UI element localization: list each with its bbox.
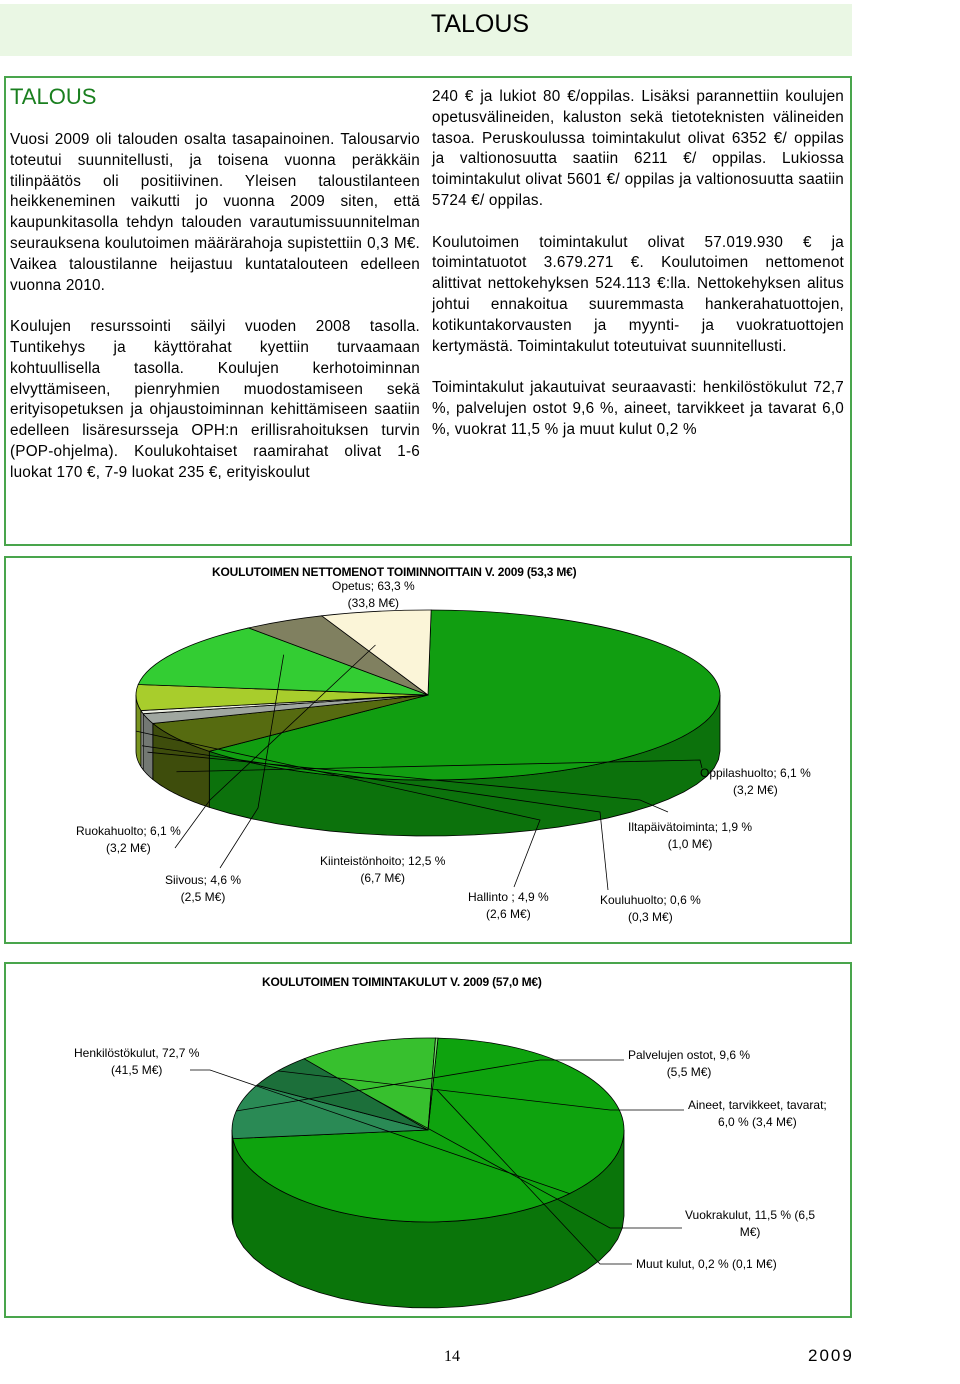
- chart2-label-palvelujen-ostot-line2: (5,5 M€): [666, 1065, 712, 1079]
- chart1-label-iltapaivatoiminta-line1: Iltapäivätoiminta; 1,9 %: [628, 820, 753, 834]
- chart1-label-opetus-line1: Opetus; 63,3 %: [332, 579, 415, 593]
- chart1-label-kiinteistonhoito-line1: Kiinteistönhoito; 12,5 %: [320, 854, 446, 868]
- chart2-label-henkilostokulut-line1: Henkilöstökulut, 72,7 %: [74, 1046, 200, 1060]
- chart1-label-oppilashuolto-line1: Oppilashuolto; 6,1 %: [700, 766, 811, 780]
- chart1-label-siivous-line1: Siivous; 4,6 %: [165, 873, 242, 887]
- chart1-label-oppilashuolto-line2: (3,2 M€): [733, 783, 778, 797]
- chart2-label-muut-kulut: [636, 1256, 777, 1273]
- chart1-label-hallinto-line1: Hallinto ; 4,9 %: [468, 890, 549, 904]
- chart2-label-muut-kulut-line1: Muut kulut, 0,2 % (0,1 M€): [636, 1257, 777, 1271]
- section-title: TALOUS: [10, 84, 97, 109]
- chart1-label-ruokahuolto-line2: (3,2 M€): [106, 841, 151, 855]
- chart2-label-vuokrakulut-line1: Vuokrakulut, 11,5 % (6,5: [685, 1208, 816, 1222]
- chart2-title: KOULUTOIMEN TOIMINTAKULUT V. 2009 (57,0 M€): [262, 975, 542, 989]
- chart2-label-henkilostokulut: [74, 1045, 199, 1079]
- chart2-label-vuokrakulut: [685, 1207, 815, 1241]
- page-header-title: TALOUS: [430, 10, 530, 38]
- left-paragraph-1: Vuosi 2009 oli talouden osalta tasapainoinen. Talousarvio toteutui suunnitellusti, ja toisena vuonna peräkkäin tilinpäätös oli positiivinen. Yleisen taloustilanteen heikkeneminen vaikutti jo vuonna 2009 siten, että kaupunkitasolla tehdyn talouden varautumissuunnitelman seurauksena koulutoimen määrärahoja supistettiin 0,3 M€. Vaikea taloustilanne heijastuu kuntatalouteen edelleen vuonna 2010.: [10, 131, 420, 294]
- chart2-label-aineet-line2: 6,0 % (3,4 M€): [718, 1115, 797, 1129]
- chart2-label-henkilostokulut-line2: (41,5 M€): [111, 1063, 163, 1077]
- chart1-title: KOULUTOIMEN NETTOMENOT TOIMINNOITTAIN V. 2009 (53,3 M€): [212, 565, 577, 579]
- right-paragraph-3: Toimintakulut jakautuivat seuraavasti: henkilöstökulut 72,7 %, palvelujen ostot 9,6 %, aineet, tarvikkeet ja tavarat 6,0 %, vuokrat 11,5 % ja muut kulut 0,2 %: [432, 379, 844, 438]
- footer-year: 2009: [808, 1346, 854, 1365]
- chart1-label-kouluhuolto-line1: Kouluhuolto; 0,6 %: [600, 893, 701, 907]
- chart1-label-opetus-line2: (33,8 M€): [347, 596, 400, 610]
- right-paragraph-1: 240 € ja lukiot 80 €/oppilas. Lisäksi parannettiin koulujen opetusvälineiden, kaluston sekä tietoteknisten välineiden tasoa. Peruskoulussa toimintakulut olivat 6352 €/ oppilas ja valtionosuutta saatiin 6211 €/ oppilas. Lukiossa toimintakulut olivat 5601 €/ oppilas ja valtionosuutta saatiin 5724 €/ oppilas.: [432, 88, 844, 209]
- chart2-label-palvelujen-ostot-line1: Palvelujen ostot, 9,6 %: [628, 1048, 751, 1062]
- chart2-label-vuokrakulut-line2: M€): [739, 1225, 761, 1239]
- right-paragraph-2: Koulutoimen toimintakulut olivat 57.019.930 € ja toimintatuotot 3.679.271 €. Koulutoimen nettomenot alittivat nettokehyksen 524.113 €:lla. Nettokehyksen alitus johtui ennakoitua suuremmasta hankerahatuottojen, kotikuntakorvausten ja myynti- ja vuokratuottojen kertymästä. Toimintakulut toteutuivat suunnitellusti.: [432, 233, 844, 355]
- chart1-label-kouluhuolto-line2: (0,3 M€): [628, 910, 673, 924]
- chart2-label-palvelujen-ostot: [628, 1047, 750, 1081]
- chart1-label-siivous-line2: (2,5 M€): [180, 890, 226, 904]
- left-paragraph-2: Koulujen resurssointi säilyi vuoden 2008 tasolla. Tuntikehys ja käyttörahat kyettiin turvaamaan kohtuullisella tasolla. Koulujen kerhotoiminnan elvyttämiseen, pienryhmien muodostamiseen sekä erityisopetuksen ja ohjaustoiminnan kehittämiseen saatiin edelleen lisäresursseja OPH:n erillisrahoituksen turvin (POP-ohjelma). Koulukohtaiset raamirahat olivat 1-6 luokat 170 €, 7-9 luokat 235 €, erityiskoulut: [10, 318, 420, 481]
- footer-page-number: 14: [444, 1348, 460, 1365]
- chart1-label-hallinto-line2: (2,6 M€): [486, 907, 531, 921]
- chart2-label-aineet-line1: Aineet, tarvikkeet, tavarat;: [688, 1098, 827, 1112]
- chart2-label-aineet: [688, 1097, 827, 1131]
- chart1-label-kiinteistonhoito-line2: (6,7 M€): [360, 871, 406, 885]
- chart1-label-ruokahuolto-line1: Ruokahuolto; 6,1 %: [76, 824, 181, 838]
- chart1-label-iltapaivatoiminta-line2: (1,0 M€): [667, 837, 713, 851]
- chart2-side-1: [232, 1130, 233, 1225]
